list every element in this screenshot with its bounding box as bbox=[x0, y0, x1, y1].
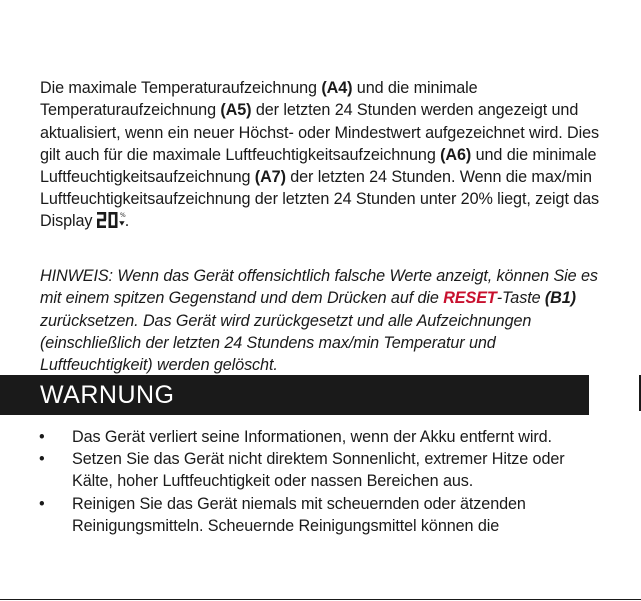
list-item bbox=[0, 426, 602, 448]
reference-b1: (B1) bbox=[544, 289, 576, 308]
text-span: HINWEIS: Wenn das Gerät offensichtlich falsche Werte anzeigt, können Sie es mit einem spitzen Gegenstand und dem Drücken auf die bbox=[40, 267, 598, 308]
list-item-text: Setzen Sie das Gerät nicht direktem Sonnenlicht, extremer Hitze oder Kälte, hoher Luftfeuchtigkeit oder nassen Bereichen aus. bbox=[72, 450, 565, 491]
display-unit: % bbox=[119, 212, 126, 220]
reference-a7: (A7) bbox=[254, 168, 286, 186]
text-span: zurücksetzen. Das Gerät wird zurückgesetzt und alle Aufzeichnungen (einschließlich der letzten 24 Stundens max/min Temperatur und Luftfeuchtigkeit) werden gelöscht. bbox=[40, 311, 532, 374]
reference-a5: (A5) bbox=[220, 101, 252, 120]
page-bottom-rule bbox=[0, 599, 641, 600]
reference-a4: (A4) bbox=[321, 79, 353, 98]
text-span: . bbox=[124, 212, 130, 231]
list-item-text: Das Gerät verliert seine Informationen, wenn der Akku entfernt wird. bbox=[72, 428, 552, 446]
reset-label: RESET bbox=[443, 289, 497, 308]
text-span: der letzten 24 Stunden. Wenn die max/min Luftfeuchtigkeitsaufzeichnung der letzten 24 Stunden unter 20% liegt, zeigt das Display bbox=[40, 168, 600, 231]
list-item-text: Reinigen Sie das Gerät niemals mit scheuernden oder ätzenden Reinigungsmitteln. Scheuernde Reinigungsmittel können die bbox=[72, 494, 526, 535]
bullet: • bbox=[39, 494, 45, 513]
warning-list bbox=[0, 426, 641, 537]
paragraph-records bbox=[40, 77, 600, 232]
list-item bbox=[0, 448, 602, 492]
list-item bbox=[0, 493, 602, 537]
bullet: • bbox=[39, 450, 45, 469]
text-span: der letzten 24 Stunden werden angezeigt und aktualisiert, wenn ein neuer Höchst- oder Mindestwert aufgezeichnet wird. Dies gilt auch für die maximale Luftfeuchtigkeitsaufzeichnung bbox=[40, 101, 600, 164]
note-paragraph bbox=[40, 265, 600, 376]
reference-a6: (A6) bbox=[440, 145, 472, 164]
text-span: Die maximale Temperaturaufzeichnung bbox=[40, 79, 322, 98]
lcd-display-symbol bbox=[97, 212, 125, 228]
text-span: und die minimale Temperaturaufzeichnung bbox=[40, 79, 478, 120]
text-span: und die minimale Luftfeuchtigkeitsaufzeichnung bbox=[40, 145, 597, 186]
warning-banner bbox=[0, 375, 589, 415]
bullet: • bbox=[39, 428, 45, 446]
text-span: -Taste bbox=[496, 289, 545, 308]
warning-heading: WARNUNG bbox=[40, 381, 175, 409]
